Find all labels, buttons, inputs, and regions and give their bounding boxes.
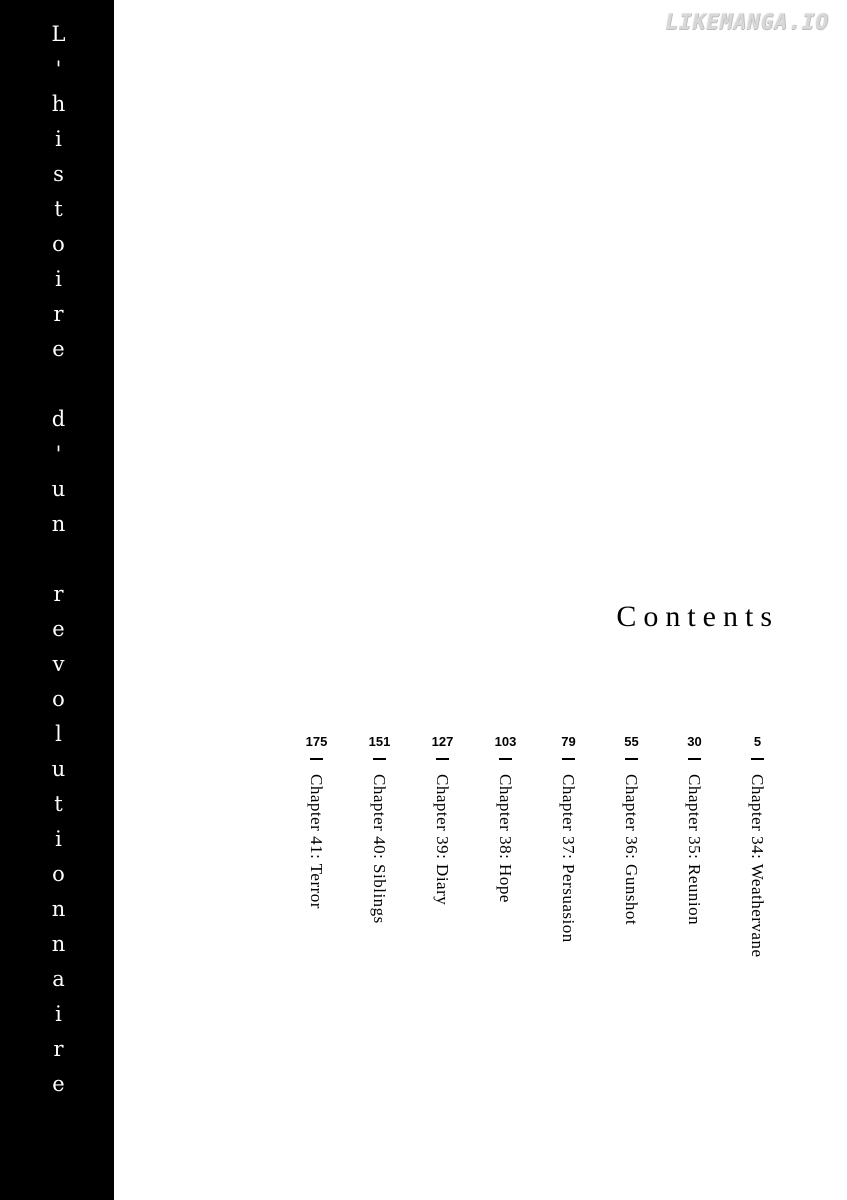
toc-chapter-label: Chapter 34: Weathervane xyxy=(748,774,767,958)
list-item[interactable] xyxy=(726,735,789,958)
toc-chapter-label: Chapter 41: Terror xyxy=(307,774,326,909)
list-item[interactable] xyxy=(537,735,600,943)
toc-divider xyxy=(625,758,638,760)
toc-chapter-label: Chapter 37: Persuasion xyxy=(559,774,578,943)
table-of-contents xyxy=(285,735,789,958)
toc-divider xyxy=(562,758,575,760)
list-item[interactable] xyxy=(663,735,726,925)
toc-page-number: 30 xyxy=(687,734,702,749)
toc-page-number: 127 xyxy=(431,734,454,749)
list-item[interactable] xyxy=(600,735,663,925)
page-title: Contents xyxy=(616,600,779,633)
list-item[interactable] xyxy=(411,735,474,905)
toc-page-number: 55 xyxy=(624,734,639,749)
toc-chapter-label: Chapter 36: Gunshot xyxy=(622,774,641,926)
series-title-text: L'histoire d'un revolutionnaire xyxy=(46,22,71,1107)
black-spine-band xyxy=(0,0,114,1200)
toc-divider xyxy=(373,758,386,760)
toc-page-number: 5 xyxy=(753,734,762,749)
list-item[interactable] xyxy=(474,735,537,903)
toc-chapter-label: Chapter 38: Hope xyxy=(496,774,515,903)
toc-divider xyxy=(688,758,701,760)
series-title-vertical xyxy=(0,22,114,1182)
toc-page-number: 79 xyxy=(561,734,576,749)
toc-divider xyxy=(499,758,512,760)
toc-page-number: 175 xyxy=(305,734,328,749)
toc-divider xyxy=(310,758,323,760)
list-item[interactable] xyxy=(285,735,348,909)
toc-chapter-label: Chapter 39: Diary xyxy=(433,774,452,906)
list-item[interactable] xyxy=(348,735,411,924)
toc-page-number: 103 xyxy=(494,734,517,749)
site-watermark: LIKEMANGA.IO xyxy=(665,10,829,34)
toc-divider xyxy=(436,758,449,760)
toc-chapter-label: Chapter 35: Reunion xyxy=(685,774,704,926)
toc-chapter-label: Chapter 40: Siblings xyxy=(370,774,389,924)
toc-page-number: 151 xyxy=(368,734,391,749)
toc-divider xyxy=(751,758,764,760)
